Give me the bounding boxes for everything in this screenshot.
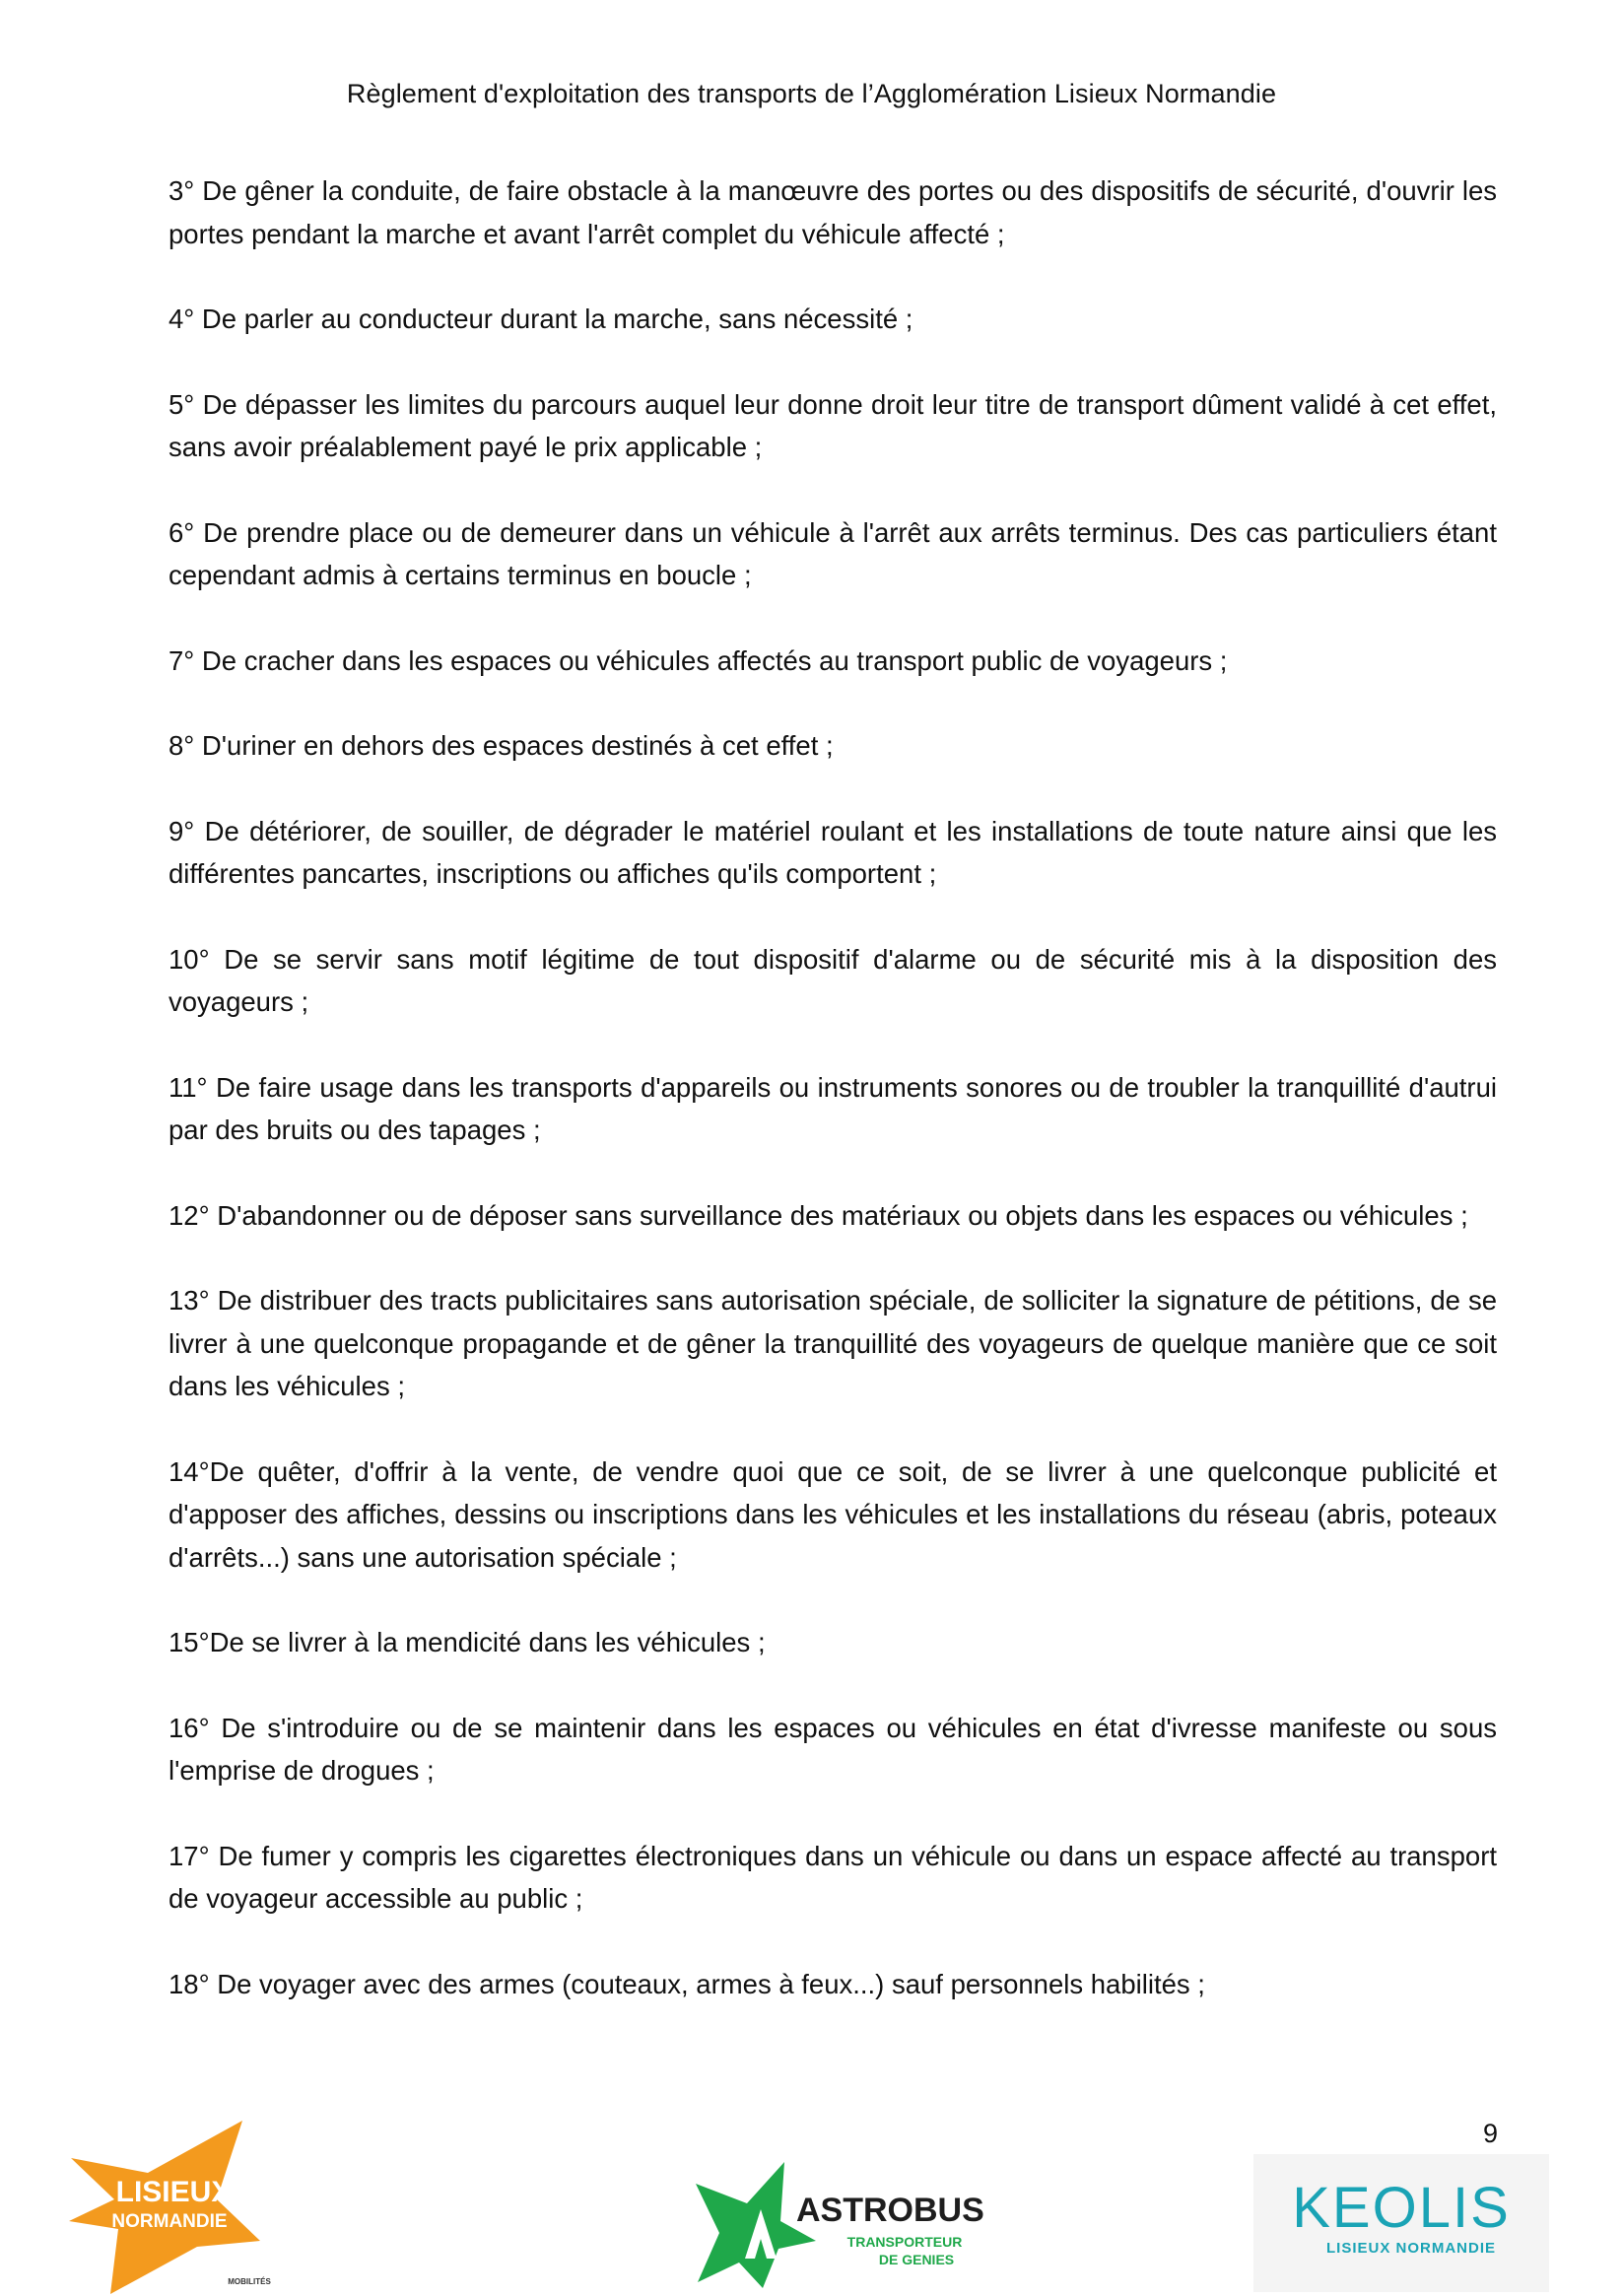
lisieux-line2: NORMANDIE <box>111 2211 228 2232</box>
page-header: Règlement d'exploitation des transports de l’Agglomération Lisieux Normandie <box>346 79 1277 108</box>
article-paragraph: 12° D'abandonner ou de déposer sans surveillance des matériaux ou objets dans les espaces ou véhicules ; <box>169 1199 1468 1231</box>
lisieux-normandie-logo <box>67 2119 294 2296</box>
page-number: 9 <box>1482 2119 1498 2148</box>
article-paragraph: 10° De se servir sans motif légitime de tout dispositif d'alarme ou de sécurité mis à la disposition des voyageurs ; <box>169 943 1497 1017</box>
astrobus-tagline-1: TRANSPORTEUR <box>846 2234 963 2250</box>
keolis-logo <box>1253 2154 1549 2292</box>
article-paragraph: 11° De faire usage dans les transports d'appareils ou instruments sonores ou de troubler la tranquillité d'autrui par des bruits ou des tapages ; <box>169 1071 1497 1145</box>
lisieux-line1: LISIEUX <box>115 2176 232 2208</box>
article-paragraph: 3° De gêner la conduite, de faire obstacle à la manœuvre des portes ou des dispositifs de sécurité, d'ouvrir les portes pendant la marche et avant l'arrêt complet du véhicule affecté ; <box>169 175 1497 249</box>
astrobus-tagline-2: DE GENIES <box>878 2252 955 2267</box>
astrobus-logo <box>690 2160 985 2290</box>
article-paragraph: 4° De parler au conducteur durant la marche, sans nécessité ; <box>169 304 913 334</box>
article-paragraph: 14°De quêter, d'offrir à la vente, de vendre quoi que ce soit, de se livrer à une quelconque publicité et d'apposer des affiches, dessins ou inscriptions dans les véhicules et les installations du réseau (abris, poteaux d'arrêts...) sans une autorisation spéciale ; <box>169 1455 1497 1573</box>
lisieux-tagline: MOBILITÉS <box>228 2277 271 2286</box>
article-paragraph: 18° De voyager avec des armes (couteaux, armes à feux...) sauf personnels habilités ; <box>169 1968 1205 1999</box>
keolis-name: KEOLIS <box>1292 2176 1511 2240</box>
article-paragraph: 15°De se livrer à la mendicité dans les véhicules ; <box>169 1627 766 1657</box>
article-paragraph: 16° De s'introduire ou de se maintenir dans les espaces ou véhicules en état d'ivresse manifeste ou sous l'emprise de drogues ; <box>169 1712 1497 1786</box>
keolis-tagline: LISIEUX NORMANDIE <box>1325 2240 1497 2257</box>
astrobus-name: ASTROBUS <box>796 2192 984 2229</box>
article-paragraph: 7° De cracher dans les espaces ou véhicules affectés au transport public de voyageurs ; <box>169 644 1228 676</box>
article-paragraph: 8° D'uriner en dehors des espaces destinés à cet effet ; <box>169 730 834 761</box>
article-paragraph: 5° De dépasser les limites du parcours auquel leur donne droit leur titre de transport dûment validé à cet effet, sans avoir préalablement payé le prix applicable ; <box>169 388 1497 462</box>
document-body <box>169 169 1497 2048</box>
article-paragraph: 17° De fumer y compris les cigarettes électroniques dans un véhicule ou dans un espace affecté au transport de voyageur accessible au public ; <box>169 1840 1497 1914</box>
article-paragraph: 6° De prendre place ou de demeurer dans un véhicule à l'arrêt aux arrêts terminus. Des cas particuliers étant cependant admis à certains terminus en boucle ; <box>169 516 1497 590</box>
article-paragraph: 13° De distribuer des tracts publicitaires sans autorisation spéciale, de solliciter la signature de pétitions, de se livrer à une quelconque propagande et de gêner la tranquillité des voyageurs de quelque manière que ce soit dans les véhicules ; <box>169 1285 1497 1401</box>
article-paragraph: 9° De détériorer, de souiller, de dégrader le matériel roulant et les installations de toute nature ainsi que les différentes pancartes, inscriptions ou affiches qu'ils comportent ; <box>169 815 1497 889</box>
